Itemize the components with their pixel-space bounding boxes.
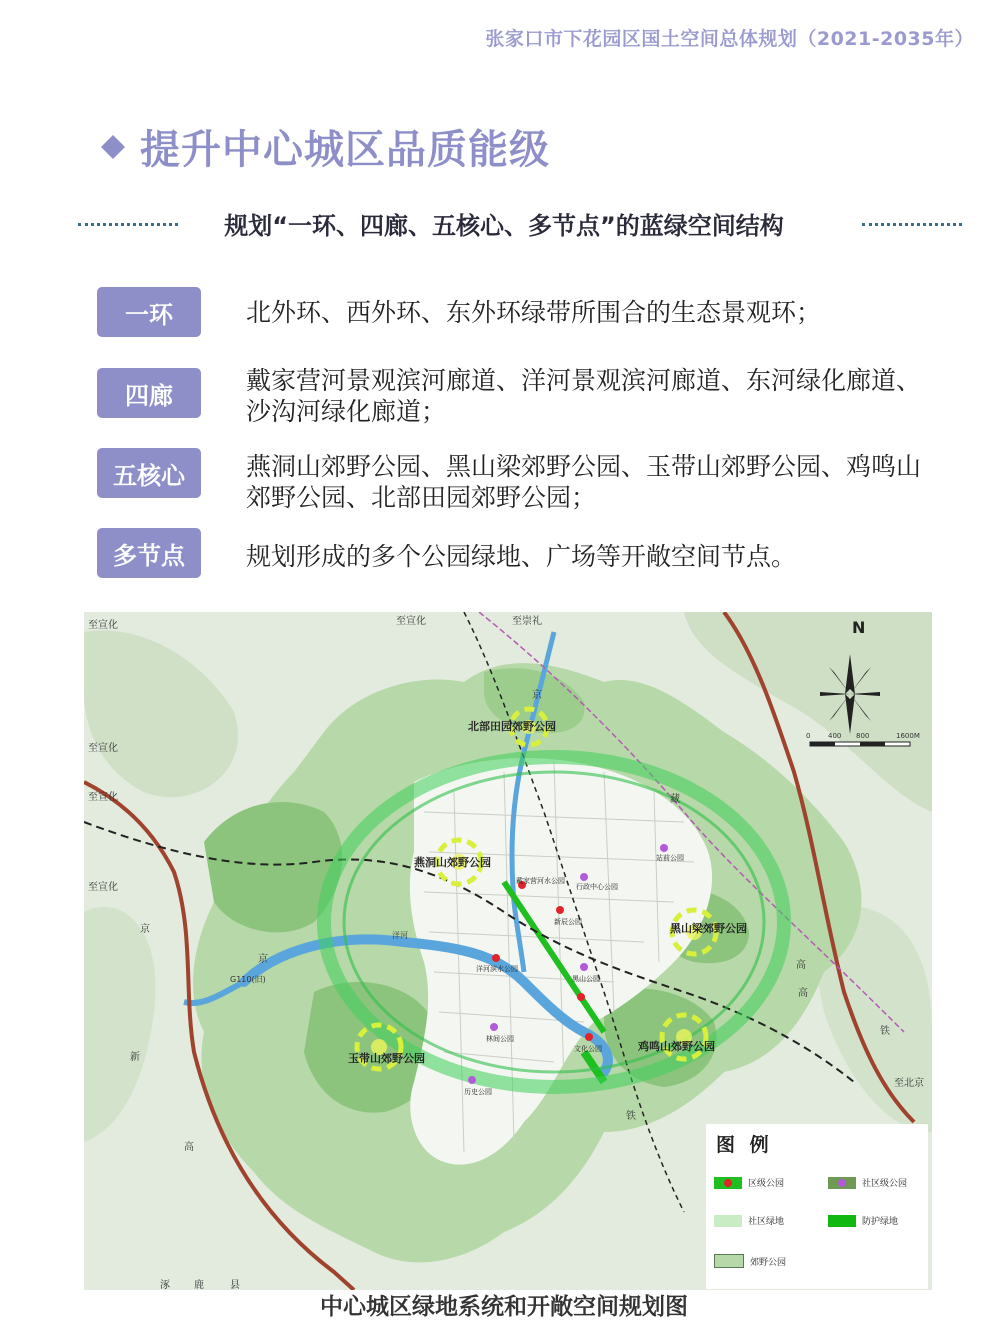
dotted-divider-right	[862, 223, 962, 226]
place-label: 涿	[160, 1280, 170, 1290]
small-park-label: 新辰公园	[554, 918, 582, 926]
place-label: 至宣化	[88, 620, 118, 631]
place-label: 高	[796, 960, 806, 971]
structure-item-corridors	[97, 368, 937, 430]
small-park-label: 文化公园	[574, 1045, 602, 1053]
scale-label-400: 400	[828, 732, 842, 740]
legend-item-community-green: 社区绿地	[714, 1214, 784, 1227]
structure-item-cores	[97, 448, 937, 510]
place-label: 藏	[670, 794, 680, 805]
legend-item-country-park: 郊野公园	[714, 1254, 786, 1268]
description-ring: 北外环、西外环、东外环绿带所围合的生态景观环；	[246, 298, 822, 327]
badge-corridors: 四廊	[97, 368, 201, 418]
badge-nodes: 多节点	[97, 528, 201, 578]
document-title: 张家口市下花园区国土空间总体规划（2021-2035年）	[485, 28, 974, 50]
scale-label-0: 0	[806, 732, 811, 740]
place-label: 鹿	[194, 1280, 204, 1290]
diamond-icon	[100, 134, 126, 160]
structure-item-ring	[97, 287, 937, 339]
place-label: G110(旧)	[230, 975, 266, 984]
map-legend	[706, 1124, 928, 1289]
place-label: 县	[230, 1280, 240, 1290]
small-park-label: 黑山公园	[572, 975, 600, 983]
place-label: 至北京	[894, 1078, 924, 1089]
small-park-label: 林间公园	[486, 1035, 514, 1043]
section-title: 提升中心城区品质能级	[140, 127, 550, 173]
description-nodes: 规划形成的多个公园绿地、广场等开敞空间节点。	[246, 542, 797, 571]
place-label: 铁	[626, 1111, 636, 1122]
park-label-heishanliang: 黑山梁郊野公园	[670, 922, 747, 935]
place-label: 至宣化	[88, 743, 118, 754]
badge-ring: 一环	[97, 287, 201, 337]
place-label: 新	[130, 1052, 140, 1063]
place-label: 洋河	[392, 931, 408, 940]
map-caption: 中心城区绿地系统和开敞空间规划图	[320, 1294, 688, 1320]
place-label: 京	[140, 924, 150, 935]
description-corridors: 戴家营河景观滨河廊道、洋河景观滨河廊道、东河绿化廊道、沙沟河绿化廊道；	[246, 366, 922, 426]
small-park-label: 洋河滨水公园	[476, 965, 518, 973]
place-label: 京	[532, 690, 542, 701]
legend-item-community-park: 社区级公园	[828, 1176, 907, 1189]
structure-item-nodes	[97, 528, 937, 580]
green-space-plan-map	[84, 612, 932, 1290]
badge-cores: 五核心	[97, 448, 201, 498]
place-label: 铁	[880, 1026, 890, 1037]
subheading: 规划“一环、四廊、五核心、多节点”的蓝绿空间结构	[224, 212, 784, 240]
north-label: N	[852, 618, 866, 637]
description-cores: 燕洞山郊野公园、黑山梁郊野公园、玉带山郊野公园、鸡鸣山郊野公园、北部田园郊野公园；	[246, 452, 922, 512]
park-label-north-farmland: 北部田园郊野公园	[468, 720, 556, 733]
small-park-label: 行政中心公园	[576, 883, 618, 891]
place-label: 至崇礼	[512, 616, 542, 627]
small-park-label: 戴家营河水公园	[516, 877, 565, 885]
legend-item-protective-green: 防护绿地	[828, 1214, 898, 1227]
scale-bar	[810, 742, 910, 746]
park-label-yandongshan: 燕洞山郊野公园	[414, 856, 491, 869]
legend-item-district-park: 区级公园	[714, 1176, 784, 1189]
section-heading	[100, 118, 550, 175]
scale-label-800: 800	[856, 732, 870, 740]
park-label-yudaishan: 玉带山郊野公园	[348, 1052, 425, 1065]
small-park-label: 历史公园	[464, 1088, 492, 1096]
legend-title: 图 例	[716, 1134, 773, 1156]
place-label: 高	[798, 988, 808, 999]
place-label: 高	[184, 1142, 194, 1153]
scale-label-1600: 1600M	[896, 732, 920, 740]
place-label: 至宣化	[88, 882, 118, 893]
park-label-jimingshan: 鸡鸣山郊野公园	[638, 1040, 715, 1053]
subheading-row	[0, 206, 1008, 242]
small-park-label: 站前公园	[656, 854, 684, 862]
place-label: 至宣化	[396, 616, 426, 627]
place-label: 至宣化	[88, 792, 118, 803]
place-label: 京	[258, 954, 268, 965]
